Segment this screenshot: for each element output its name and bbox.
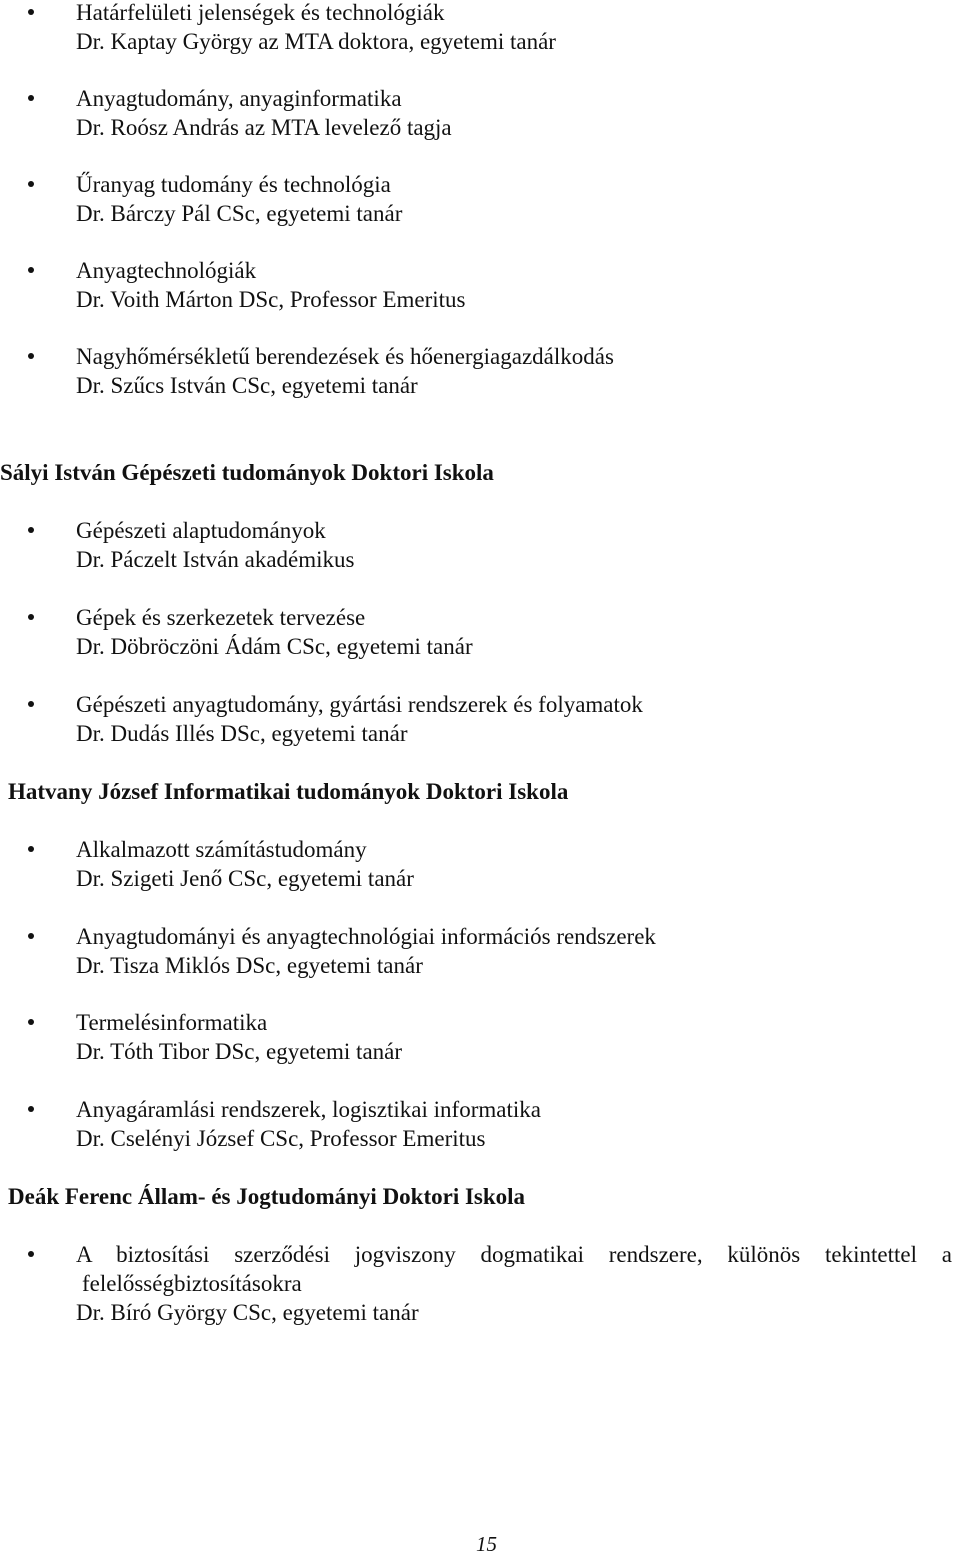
program-title: A biztosítási szerződési jogviszony dogmatikai rendszere, különös tekintettel a [76, 1242, 952, 1267]
bullet-icon [28, 701, 34, 707]
bullet-icon [28, 9, 34, 15]
program-title: Alkalmazott számítástudomány [76, 837, 367, 862]
program-title: Anyagtechnológiák [76, 258, 257, 283]
program-title: Anyagáramlási rendszerek, logisztikai informatika [76, 1097, 541, 1122]
program-leader: Dr. Bíró György CSc, egyetemi tanár [76, 1300, 419, 1325]
list-item [28, 690, 956, 748]
list-item [28, 1095, 956, 1153]
program-title: Termelésinformatika [76, 1010, 268, 1035]
program-title: Anyagtudomány, anyaginformatika [76, 86, 402, 111]
program-title: Gépészeti anyagtudomány, gyártási rendszerek és folyamatok [76, 692, 643, 717]
bullet-icon [28, 1251, 34, 1257]
section-heading: Hatvany József Informatikai tudományok Doktori Iskola [8, 779, 569, 804]
list-item [28, 835, 956, 893]
list-item [28, 516, 956, 574]
page-number: 15 [476, 1532, 497, 1556]
program-title: Gépészeti alaptudományok [76, 518, 326, 543]
section-heading: Sályi István Gépészeti tudományok Doktori Iskola [0, 460, 494, 485]
program-title: Gépek és szerkezetek tervezése [76, 605, 366, 630]
bullet-icon [28, 267, 34, 273]
list-item [28, 922, 956, 980]
list-item [28, 342, 956, 400]
list-item [28, 84, 956, 142]
program-leader: Dr. Döbröczöni Ádám CSc, egyetemi tanár [76, 634, 473, 659]
program-leader: Dr. Kaptay György az MTA doktora, egyetemi tanár [76, 29, 556, 54]
bullet-icon [28, 846, 34, 852]
program-leader: Dr. Roósz András az MTA levelező tagja [76, 115, 452, 140]
program-leader: Dr. Tóth Tibor DSc, egyetemi tanár [76, 1039, 403, 1064]
program-leader: Dr. Szigeti Jenő CSc, egyetemi tanár [76, 866, 414, 891]
list-item [28, 1240, 956, 1327]
list-item [28, 1008, 956, 1066]
bullet-icon [28, 527, 34, 533]
list-item [28, 603, 956, 661]
bullet-icon [28, 95, 34, 101]
program-title: Határfelületi jelenségek és technológiák [76, 0, 445, 25]
program-leader: Dr. Páczelt István akadémikus [76, 547, 355, 572]
bullet-icon [28, 1106, 34, 1112]
program-title: Nagyhőmérsékletű berendezések és hőenergiagazdálkodás [76, 344, 614, 369]
program-leader: Dr. Bárczy Pál CSc, egyetemi tanár [76, 201, 403, 226]
bullet-icon [28, 353, 34, 359]
bullet-icon [28, 181, 34, 187]
bullet-icon [28, 933, 34, 939]
program-leader: Dr. Cselényi József CSc, Professor Emeritus [76, 1126, 486, 1151]
section-heading: Deák Ferenc Állam- és Jogtudományi Doktori Iskola [8, 1184, 526, 1209]
bullet-icon [28, 1019, 34, 1025]
bullet-icon [28, 614, 34, 620]
program-leader: Dr. Szűcs István CSc, egyetemi tanár [76, 373, 418, 398]
program-leader: Dr. Voith Márton DSc, Professor Emeritus [76, 287, 466, 312]
list-item [28, 0, 956, 56]
program-title: Anyagtudományi és anyagtechnológiai információs rendszerek [76, 924, 656, 949]
program-leader: Dr. Tisza Miklós DSc, egyetemi tanár [76, 953, 423, 978]
list-item [28, 256, 956, 314]
program-leader: Dr. Dudás Illés DSc, egyetemi tanár [76, 721, 408, 746]
program-title-continued: felelősségbiztosításokra [82, 1271, 302, 1296]
list-item [28, 170, 956, 228]
program-title: Űranyag tudomány és technológia [76, 172, 391, 197]
